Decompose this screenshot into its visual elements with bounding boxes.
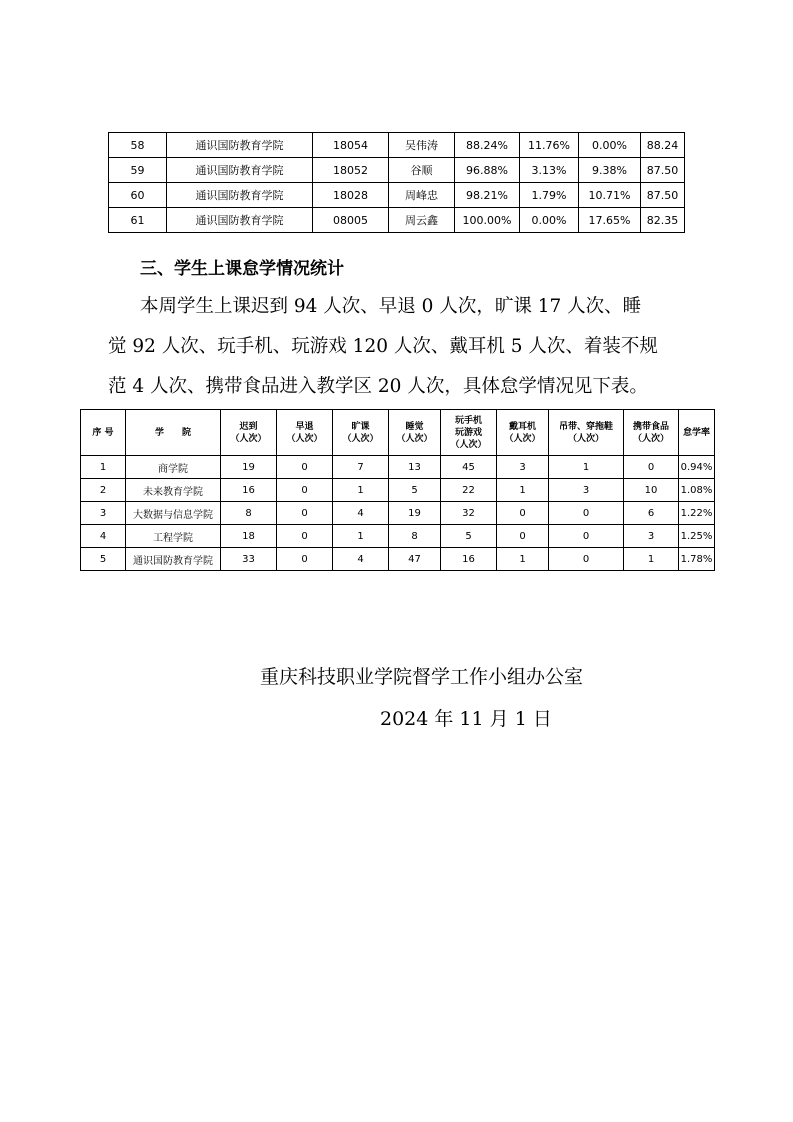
table-cell: 98.21% xyxy=(455,183,520,208)
table-cell: 32 xyxy=(441,502,497,525)
column-header-line: （人次） xyxy=(504,433,541,444)
table-cell: 22 xyxy=(441,479,497,502)
truancy-stats-table xyxy=(80,409,715,571)
table-cell: 1 xyxy=(333,479,389,502)
column-header-line: 学 院 xyxy=(154,427,191,438)
column-header-line: （人次） xyxy=(567,433,604,444)
table-cell: 10 xyxy=(624,479,679,502)
column-header-line: 序 号 xyxy=(92,427,114,438)
table-cell: 0.94% xyxy=(679,456,715,479)
table-cell: 1.25% xyxy=(679,525,715,548)
table-cell: 33 xyxy=(221,548,277,571)
table-cell: 3 xyxy=(549,479,624,502)
table-cell: 0 xyxy=(497,525,549,548)
column-header xyxy=(126,410,221,456)
table-cell: 18052 xyxy=(313,158,389,183)
table-cell: 18028 xyxy=(313,183,389,208)
table-cell: 08005 xyxy=(313,208,389,233)
table-cell: 19 xyxy=(221,456,277,479)
table-cell: 4 xyxy=(333,502,389,525)
table-cell: 88.24 xyxy=(641,133,685,158)
table-cell: 4 xyxy=(81,525,126,548)
table-cell: 13 xyxy=(389,456,441,479)
summary-line: 觉 92 人次、玩手机、玩游戏 120 人次、戴耳机 5 人次、着装不规 xyxy=(108,336,658,357)
table-row xyxy=(81,479,715,502)
summary-paragraph xyxy=(108,287,708,407)
summary-line: 范 4 人次、携带食品进入教学区 20 人次，具体怠学情况见下表。 xyxy=(108,376,648,397)
table-row xyxy=(81,502,715,525)
table-cell: 3 xyxy=(624,525,679,548)
table-cell: 1.79% xyxy=(520,183,579,208)
table-cell: 0 xyxy=(277,502,333,525)
section-heading: 三、学生上课怠学情况统计 xyxy=(140,259,344,279)
table-cell: 88.24% xyxy=(455,133,520,158)
table-cell: 通识国防教育学院 xyxy=(167,183,313,208)
table-cell: 58 xyxy=(109,133,167,158)
table-cell: 0 xyxy=(277,479,333,502)
ranking-table-continued xyxy=(108,132,685,233)
column-header-line: 戴耳机 xyxy=(508,421,536,432)
table-cell: 8 xyxy=(221,502,277,525)
table-row xyxy=(81,548,715,571)
table-cell: 5 xyxy=(389,479,441,502)
table-cell: 商学院 xyxy=(126,456,221,479)
table-cell: 周峰忠 xyxy=(389,183,455,208)
column-header-line: 旷课 xyxy=(351,421,370,432)
table-row xyxy=(109,133,685,158)
column-header xyxy=(441,410,497,456)
table-cell: 通识国防教育学院 xyxy=(167,158,313,183)
table-cell: 5 xyxy=(81,548,126,571)
table-cell: 谷顺 xyxy=(389,158,455,183)
column-header-line: 睡觉 xyxy=(405,421,424,432)
table-cell: 2 xyxy=(81,479,126,502)
table-cell: 16 xyxy=(221,479,277,502)
column-header xyxy=(277,410,333,456)
table-cell: 59 xyxy=(109,158,167,183)
table-cell: 6 xyxy=(624,502,679,525)
table-cell: 1.22% xyxy=(679,502,715,525)
table-cell: 82.35 xyxy=(641,208,685,233)
table-cell: 8 xyxy=(389,525,441,548)
table-row xyxy=(81,525,715,548)
summary-line: 本周学生上课迟到 94 人次、早退 0 人次，旷课 17 人次、睡 xyxy=(140,296,642,317)
table-cell: 0 xyxy=(277,456,333,479)
table-cell: 1 xyxy=(497,479,549,502)
column-header-line: 早退 xyxy=(295,421,314,432)
table-cell: 3.13% xyxy=(520,158,579,183)
table-cell: 9.38% xyxy=(579,158,641,183)
column-header xyxy=(389,410,441,456)
table-cell: 0 xyxy=(549,525,624,548)
table-cell: 61 xyxy=(109,208,167,233)
column-header-line: 吊带、穿拖鞋 xyxy=(558,421,613,432)
column-header xyxy=(679,410,715,456)
table-cell: 1 xyxy=(333,525,389,548)
table-cell: 60 xyxy=(109,183,167,208)
table-cell: 0 xyxy=(549,548,624,571)
table-cell: 96.88% xyxy=(455,158,520,183)
table-cell: 87.50 xyxy=(641,158,685,183)
table-cell: 0.00% xyxy=(579,133,641,158)
table-row xyxy=(109,183,685,208)
table-cell: 未来教育学院 xyxy=(126,479,221,502)
table-cell: 通识国防教育学院 xyxy=(167,208,313,233)
table-cell: 1 xyxy=(81,456,126,479)
column-header-line: 玩游戏 xyxy=(454,427,482,438)
column-header-line: （人次） xyxy=(396,433,433,444)
table-cell: 5 xyxy=(441,525,497,548)
table-cell: 0 xyxy=(497,502,549,525)
column-header-line: 玩手机 xyxy=(454,415,482,426)
table-cell: 7 xyxy=(333,456,389,479)
column-header xyxy=(549,410,624,456)
table-cell: 通识国防教育学院 xyxy=(126,548,221,571)
table-cell: 3 xyxy=(81,502,126,525)
table-cell: 0 xyxy=(277,525,333,548)
table-row xyxy=(109,158,685,183)
table-cell: 3 xyxy=(497,456,549,479)
table-cell: 4 xyxy=(333,548,389,571)
column-header-line: 迟到 xyxy=(239,421,258,432)
table-cell: 10.71% xyxy=(579,183,641,208)
table-cell: 47 xyxy=(389,548,441,571)
column-header-line: （人次） xyxy=(342,433,379,444)
table-cell: 1.78% xyxy=(679,548,715,571)
column-header-line: （人次） xyxy=(286,433,323,444)
column-header xyxy=(333,410,389,456)
table-cell: 11.76% xyxy=(520,133,579,158)
table-cell: 0 xyxy=(549,502,624,525)
table-cell: 87.50 xyxy=(641,183,685,208)
table-cell: 大数据与信息学院 xyxy=(126,502,221,525)
signature-org: 重庆科技职业学院督学工作小组办公室 xyxy=(260,666,584,688)
table-cell: 0 xyxy=(277,548,333,571)
column-header xyxy=(221,410,277,456)
column-header xyxy=(497,410,549,456)
column-header-line: 携带食品 xyxy=(632,421,669,432)
table-cell: 16 xyxy=(441,548,497,571)
column-header-line: （人次） xyxy=(450,439,487,450)
signature-date: 2024 年 11 月 1 日 xyxy=(380,708,552,730)
table-cell: 100.00% xyxy=(455,208,520,233)
table-cell: 0.00% xyxy=(520,208,579,233)
table-cell: 19 xyxy=(389,502,441,525)
column-header-line: 怠学率 xyxy=(682,427,710,438)
table-cell: 18054 xyxy=(313,133,389,158)
table-cell: 1.08% xyxy=(679,479,715,502)
column-header xyxy=(624,410,679,456)
column-header-line: （人次） xyxy=(632,433,669,444)
table-cell: 1 xyxy=(549,456,624,479)
table-row xyxy=(109,208,685,233)
table-cell: 0 xyxy=(624,456,679,479)
column-header-line: （人次） xyxy=(230,433,267,444)
table-row xyxy=(81,456,715,479)
table-cell: 工程学院 xyxy=(126,525,221,548)
table-cell: 吴伟涛 xyxy=(389,133,455,158)
table-cell: 通识国防教育学院 xyxy=(167,133,313,158)
table-cell: 1 xyxy=(624,548,679,571)
table-cell: 18 xyxy=(221,525,277,548)
table-cell: 1 xyxy=(497,548,549,571)
table-cell: 45 xyxy=(441,456,497,479)
table-cell: 17.65% xyxy=(579,208,641,233)
column-header xyxy=(81,410,126,456)
table-cell: 周云鑫 xyxy=(389,208,455,233)
